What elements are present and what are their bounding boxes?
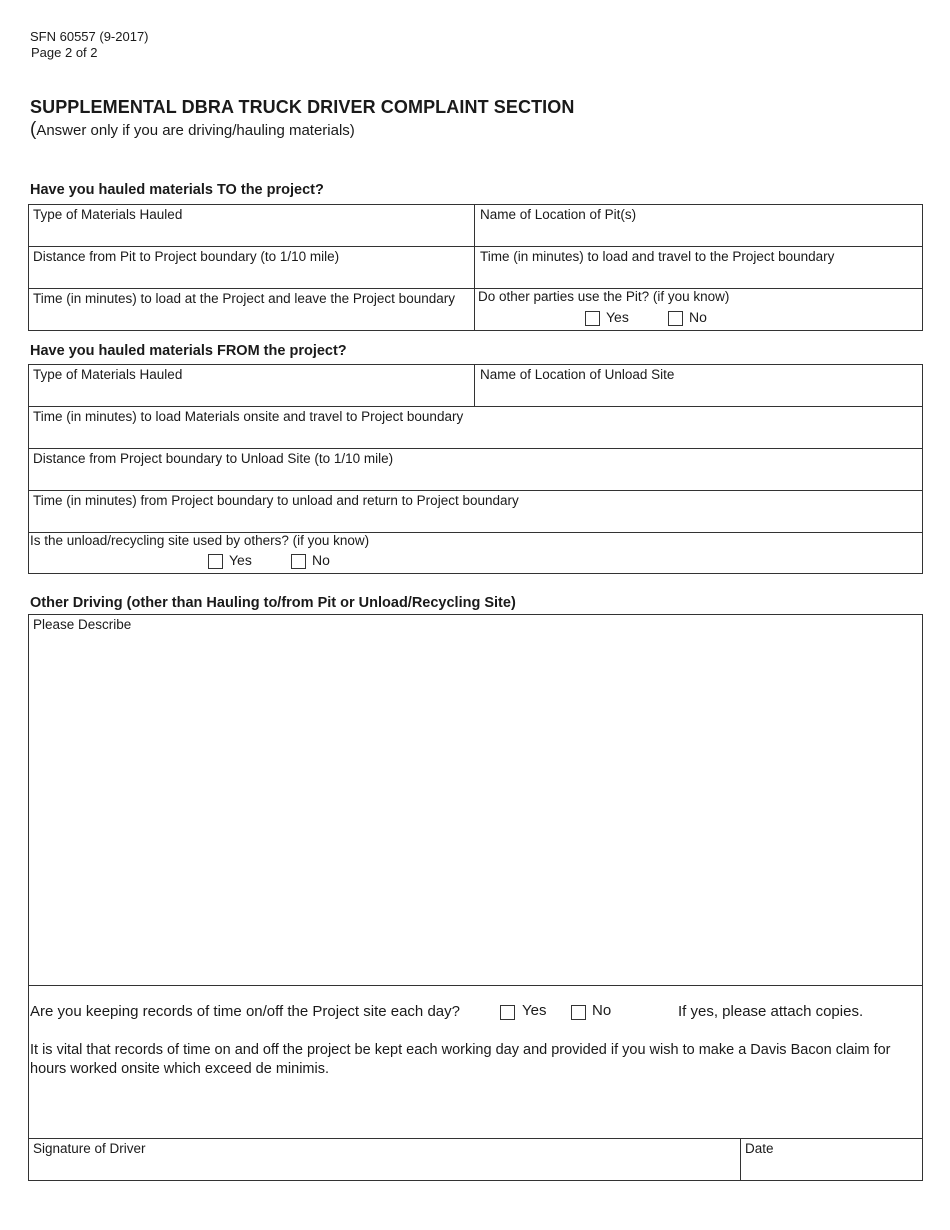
to-project-table <box>28 204 923 331</box>
records-yes-label: Yes <box>522 1002 547 1019</box>
to-other-parties-no-checkbox[interactable] <box>668 311 683 326</box>
records-yes-checkbox[interactable] <box>500 1005 515 1020</box>
from-project-heading: Have you hauled materials FROM the project? <box>30 343 347 359</box>
attach-copies-note: If yes, please attach copies. <box>678 1003 864 1020</box>
from-type-materials-label: Type of Materials Hauled <box>33 367 183 382</box>
from-return-time-label: Time (in minutes) from Project boundary to unload and return to Project boundary <box>33 493 519 508</box>
signature-date-divider <box>740 1138 741 1181</box>
to-column-divider <box>474 204 475 331</box>
form-number: SFN 60557 (9-2017) <box>30 29 149 44</box>
to-project-heading: Have you hauled materials TO the project? <box>30 182 324 198</box>
from-used-by-others-label: Is the unload/recycling site used by others? (if you know) <box>30 533 370 548</box>
other-driving-heading: Other Driving (other than Hauling to/from Pit or Unload/Recycling Site) <box>30 595 516 611</box>
from-row-divider-2 <box>28 448 923 449</box>
from-row-divider-3 <box>28 490 923 491</box>
from-row-divider-1 <box>28 406 923 407</box>
subtitle-paren: ( <box>30 119 37 140</box>
records-no-label: No <box>592 1002 612 1019</box>
from-used-by-others-yes-label: Yes <box>229 552 252 568</box>
to-other-parties-yes-label: Yes <box>606 309 629 325</box>
from-used-by-others-no-checkbox[interactable] <box>291 554 306 569</box>
to-row-divider-2 <box>28 288 923 289</box>
from-unload-location-label: Name of Location of Unload Site <box>480 367 675 382</box>
page-indicator: Page 2 of 2 <box>31 45 98 60</box>
records-question: Are you keeping records of time on/off the Project site each day? <box>30 1003 460 1020</box>
please-describe-label: Please Describe <box>33 617 132 632</box>
from-load-travel-label: Time (in minutes) to load Materials onsite and travel to Project boundary <box>33 409 464 424</box>
from-used-by-others-yes-checkbox[interactable] <box>208 554 223 569</box>
records-vital-note: It is vital that records of time on and off the project be kept each working day and provided if you wish to make a Davis Bacon claim for hours worked onsite which exceed de minimis. <box>30 1042 891 1077</box>
from-used-by-others-no-label: No <box>312 552 330 568</box>
signature-top-divider <box>28 1138 923 1139</box>
to-row-divider-1 <box>28 246 923 247</box>
to-other-parties-no-label: No <box>689 309 707 325</box>
describe-bottom-divider <box>28 985 923 986</box>
page-title: SUPPLEMENTAL DBRA TRUCK DRIVER COMPLAINT SECTION <box>30 97 575 117</box>
page-subtitle <box>30 119 355 141</box>
to-other-parties-label: Do other parties use the Pit? (if you know) <box>478 289 730 304</box>
to-distance-label: Distance from Pit to Project boundary (to 1/10 mile) <box>33 249 340 264</box>
date-label: Date <box>745 1141 774 1156</box>
to-travel-time-label: Time (in minutes) to load and travel to the Project boundary <box>480 249 835 264</box>
from-column-divider <box>474 364 475 406</box>
to-type-materials-label: Type of Materials Hauled <box>33 207 183 222</box>
signature-of-driver-label: Signature of Driver <box>33 1141 146 1156</box>
to-other-parties-yes-checkbox[interactable] <box>585 311 600 326</box>
other-driving-box <box>28 614 923 1181</box>
from-distance-label: Distance from Project boundary to Unload Site (to 1/10 mile) <box>33 451 394 466</box>
subtitle-text: Answer only if you are driving/hauling materials) <box>36 122 355 139</box>
records-no-checkbox[interactable] <box>571 1005 586 1020</box>
to-load-leave-label: Time (in minutes) to load at the Project and leave the Project boundary <box>33 291 455 306</box>
to-pit-location-label: Name of Location of Pit(s) <box>480 207 637 222</box>
